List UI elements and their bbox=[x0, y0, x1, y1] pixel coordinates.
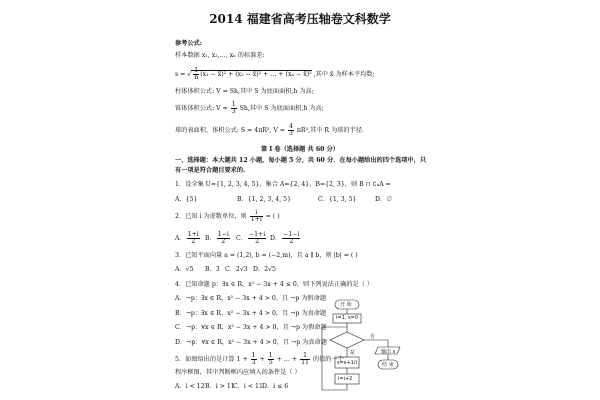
q3-option-a: A．√5 bbox=[175, 266, 194, 273]
exam-title: 2014 福建省高考压轴卷文科数学 bbox=[209, 12, 391, 26]
section-intro-line2: 有一项是符合题目要求的. bbox=[175, 167, 246, 174]
q2-option-b: B． $\frac{1-i}{2}$ bbox=[205, 231, 229, 245]
section-title: 第 I 卷（选择题 共 60 分） bbox=[261, 146, 339, 153]
q3-option-b: B．3 bbox=[205, 266, 220, 273]
q1-option-a: A．{5} bbox=[175, 196, 198, 203]
flowchart-update2-label: i=i+2 bbox=[338, 376, 353, 382]
q2-fraction: $\frac{i}{1+i}$ bbox=[250, 209, 262, 223]
q4-option-c: C．¬p：∀x ∈ R，x² − 3x + 4 > 0，且 ¬p 为假命题 bbox=[175, 324, 327, 331]
sphere-fraction: $\frac{4}{3}$ bbox=[288, 123, 293, 137]
flowchart-no-label: 否 bbox=[370, 334, 376, 340]
cone-fraction: $\frac{1}{3}$ bbox=[231, 101, 236, 115]
q1-option-b: B．{1, 2, 3, 4, 5} bbox=[237, 196, 292, 203]
q4-stem: 4．已知命题 p：∃x ∈ R，x² − 3x + 4 ≤ 0，则下列说法正确的是（ ） bbox=[175, 281, 374, 288]
stddev-suffix: ,其中 x̄ 为样本平均数; bbox=[313, 71, 375, 78]
flowchart-lines bbox=[308, 298, 433, 400]
stddev-radicand: $\frac{1}{n}$ (x₁ − x̄)² + (x₂ − x̄)² + … + (xₙ − x̄)² bbox=[191, 70, 311, 78]
q2-stem: 2．已知 i 为虚数单位，则 $\frac{i}{1+i}$ = ( ) bbox=[175, 209, 280, 223]
q5-option-d: D．i ≤ 6 bbox=[262, 383, 289, 390]
q4-option-b: B．¬p：∃x ∈ R，x² − 3x + 4 > 0，且 ¬p 为真命题 bbox=[175, 310, 327, 317]
flowchart-start-label: 开 始 bbox=[340, 302, 352, 308]
flowchart-decision-shape bbox=[330, 332, 364, 348]
flowchart bbox=[308, 298, 433, 400]
formula-cone: 锥体体积公式: V = $\frac{1}{3}$ Sh,其中 S 为底面面积,h 为高; bbox=[175, 101, 324, 115]
q2-option-c: C． $\frac{-1+i}{2}$ bbox=[236, 231, 266, 245]
q1-stem: 1．设全集 U={1, 2, 3, 4, 5}，集合 A={2, 4}，B={2, 3}，则 B ∩ ∁ᵤA = bbox=[175, 181, 391, 188]
q4-option-d: D．¬p：∀x ∈ R，x² − 3x + 4 > 0，且 ¬p 为真命题 bbox=[175, 339, 327, 346]
q4-option-a: A．¬p：∃x ∈ R，x² − 3x + 4 > 0，且 ¬p 为假命题 bbox=[175, 295, 327, 302]
flowchart-init-label: i=1, s=0 bbox=[336, 315, 358, 321]
formula-stddev bbox=[175, 68, 375, 81]
q5-option-b: B．i > 11 bbox=[205, 383, 235, 390]
q1-option-c: C．{1, 3, 5} bbox=[318, 196, 357, 203]
q2-option-d: D． $\frac{-1-i}{2}$ bbox=[270, 231, 300, 245]
flowchart-end-label: 结 束 bbox=[382, 362, 394, 368]
stddev-fraction: $\frac{1}{n}$ bbox=[194, 67, 199, 81]
q3-stem: 3．已知平面向量 a = (1,2), b = (−2,m)，且 a ∥ b，则 |b| = ( ) bbox=[175, 252, 358, 259]
stddev-prefix: s = bbox=[175, 71, 186, 78]
q5-option-a: A．i < 12 bbox=[175, 383, 205, 390]
q5-stem: 5．如图给出的是计算 1 + $\frac{1}{3}$ + $\frac{1}{5}$ + … + $\frac{1}{11}$ 的值的一个 bbox=[175, 352, 344, 366]
flowchart-yes-label: 是 bbox=[350, 350, 356, 356]
q3-option-c: C．2√3 bbox=[225, 266, 248, 273]
q3-option-d: D．2√5 bbox=[253, 266, 276, 273]
reference-heading: 参考公式: bbox=[175, 40, 203, 47]
q1-option-d: D．∅ bbox=[375, 196, 393, 203]
q5-line2: 程序框图，其中判断框内应填入的条件是（ ） bbox=[175, 369, 301, 376]
q2-option-a: A． $\frac{1+i}{2}$ bbox=[175, 231, 199, 245]
q5-option-c: C．i < 11 bbox=[233, 383, 263, 390]
sqrt-sign: √ bbox=[187, 71, 192, 78]
formula-cylinder: 柱体体积公式: V = Sh,其中 S 为底面面积,h 为高; bbox=[175, 88, 314, 95]
flowchart-output-label: 输出 s bbox=[381, 349, 396, 355]
flowchart-update1-label: s=s+1/i bbox=[337, 360, 357, 366]
formula-sample: 样本数据 x₁, x₂,…, xₙ 的标准差: bbox=[175, 52, 265, 59]
formula-sphere: 球的表面积、体积公式: S = 4πR², V = $\frac{4}{3}$ πR³,其中 R 为球的半径. bbox=[175, 123, 364, 137]
section-intro-line1: 一、选择题：本大题共 12 小题，每小题 5 分，共 60 分．在每小题给出的四个选项中，只 bbox=[175, 157, 427, 164]
